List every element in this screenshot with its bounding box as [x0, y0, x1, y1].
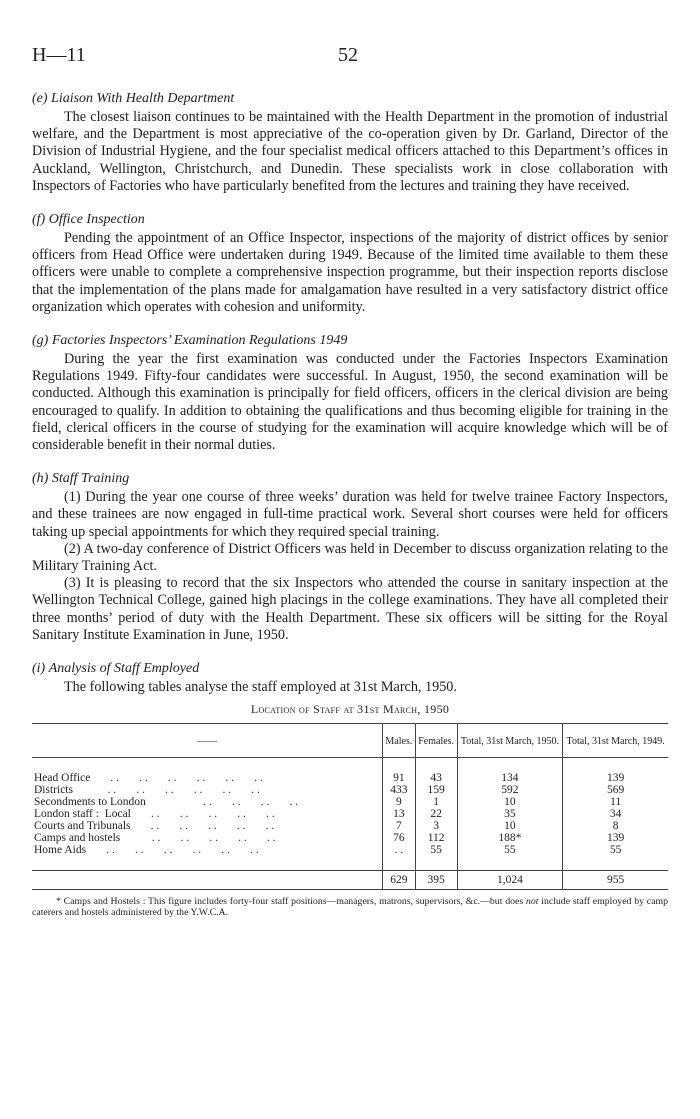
stub-header: —— [32, 724, 383, 758]
column-header-total-1949: Total, 31st March, 1949. [563, 724, 668, 758]
cell-females: 159 [415, 784, 457, 796]
cell-females: 43 [415, 772, 457, 784]
row-label: Home Aids . . . . . . . . . . . . [34, 844, 259, 857]
section-title: Staff Training [51, 471, 130, 487]
cell-total-1949: 11 [563, 796, 668, 808]
page-header [32, 44, 668, 68]
row-label: Head Office . . . . . . . . . . . . [34, 772, 263, 785]
row-label: London staff : Local . . . . . . . . . . [34, 808, 275, 821]
staff-location-table [32, 723, 668, 890]
section-heading [32, 332, 668, 349]
table-row [32, 832, 668, 844]
page-number: 52 [338, 44, 358, 66]
section-letter: (h) [32, 471, 49, 487]
cell-total-1950: 55 [457, 844, 563, 856]
section-letter: (g) [32, 333, 49, 349]
cell-total-1950: 188* [457, 832, 563, 844]
cell-males: 76 [383, 832, 416, 844]
table-caption-text: Location of Staff at 31st March, 1950 [250, 702, 450, 717]
section-title: Analysis of Staff Employed [48, 661, 200, 677]
cell-total-1949: 139 [563, 832, 668, 844]
cell-females: 22 [415, 808, 457, 820]
cell-total-1950: 134 [457, 772, 563, 784]
cell-total-1950: 10 [457, 796, 563, 808]
table-spacer-row [32, 758, 668, 773]
section-heading [32, 211, 668, 228]
row-label: Secondments to London . . . . . . . . [34, 796, 299, 809]
cell-males: 433 [383, 784, 416, 796]
section-title: Office Inspection [48, 212, 145, 228]
cell-total-1949: 8 [563, 820, 668, 832]
row-label: Districts . . . . . . . . . . . . [34, 784, 260, 797]
cell-total-1950: 592 [457, 784, 563, 796]
section-staff-analysis [32, 660, 668, 696]
cell-females: 3 [415, 820, 457, 832]
table-row [32, 808, 668, 820]
cell-males: 91 [383, 772, 416, 784]
section-heading [32, 470, 668, 487]
paragraph: The following tables analyse the staff employed at 31st March, 1950. [64, 679, 457, 696]
table-totals-row [32, 871, 668, 890]
section-title: Liaison With Health Department [51, 91, 235, 106]
section-letter: (i) [32, 661, 46, 677]
totals-stub [32, 871, 383, 890]
page-content [32, 90, 668, 918]
row-label: Camps and hostels . . . . . . . . . . [34, 832, 276, 845]
cell-males: 7 [383, 820, 416, 832]
paragraph: (3) It is pleasing to record that the six Inspectors who attended the course in sanitary inspection at the Wellington Technical College, gained high placings in the college examinations. They have all completed their three months’ period of duty with the Health Department. These six officers will be sitting for the Royal Sanitary Institute Examination in June, 1950. [32, 575, 668, 643]
cell-total-1949: 34 [563, 808, 668, 820]
table-row [32, 844, 668, 856]
footnote-emphasis: not [525, 896, 539, 908]
document-id: H—11 [32, 44, 86, 66]
footnote-text-1: * Camps and Hostels : This figure includes forty-four staff positions—managers, matrons, supervisors, &c.—but does [56, 896, 526, 908]
paragraph: The closest liaison continues to be maintained with the Health Department in the promotion of industrial welfare, and the Department is most appreciative of the co-operation given by Dr. Garland, Director of the Division of Industrial Hygiene, and the four specialist medical officers attached to this Department’s offices in Auckland, Wellington, Christchurch, and Dunedin. These specialists work in close collaboration with Inspectors of Factories who have particularly benefited from the lectures and training they have received. [32, 109, 668, 194]
section-examination-regulations [32, 332, 668, 454]
cell-females: 112 [415, 832, 457, 844]
cell-total-1949: 55 [563, 844, 668, 856]
table-caption [32, 702, 668, 717]
column-header-males: Males. [383, 724, 416, 758]
total-1950: 1,024 [457, 871, 563, 890]
cell-males: . . [383, 844, 416, 856]
cell-males: 9 [383, 796, 416, 808]
cell-total-1950: 35 [457, 808, 563, 820]
section-liaison [32, 90, 668, 195]
paragraph: (2) A two-day conference of District Officers was held in December to discuss organization relating to the Military Training Act. [32, 540, 668, 575]
table-row [32, 796, 668, 808]
cell-total-1949: 139 [563, 772, 668, 784]
footnote-text-2: include staff employed by camp caterers and hostels administered by the Y.W.C.A. [32, 896, 668, 919]
cell-females: 55 [415, 844, 457, 856]
total-females: 395 [415, 871, 457, 890]
table-row [32, 820, 668, 832]
table-header-row [32, 724, 668, 758]
section-title: Factories Inspectors’ Examination Regulations 1949 [51, 333, 348, 349]
total-1949: 955 [563, 871, 668, 890]
cell-females: 1 [415, 796, 457, 808]
cell-males: 13 [383, 808, 416, 820]
section-heading [32, 660, 668, 677]
paragraph: (1) During the year one course of three weeks’ duration was held for twelve trainee Factory Inspectors, and these trainees are now engaged in full-time practical work. Several short courses were held for officers taking up special appointments for which they required special training. [32, 489, 668, 540]
table-spacer-row [32, 856, 668, 871]
section-letter: (f) [32, 212, 46, 228]
table-footnote [32, 896, 668, 918]
column-header-total-1950: Total, 31st March, 1950. [457, 724, 563, 758]
section-staff-training [32, 470, 668, 644]
total-males: 629 [383, 871, 416, 890]
paragraph: During the year the first examination was conducted under the Factories Inspectors Examination Regulations 1949. Fifty-four candidates were successful. In August, 1950, the second examination will be conducted. Although this examination is principally for field officers, officers in the clerical division are being encouraged to qualify. In addition to obtaining the qualifications and thus becoming eligible for training in the field, clerical officers in the course of studying for the examination will acquire knowledge which will be of considerable benefit in their normal duties. [32, 351, 668, 454]
section-letter: (e) [32, 91, 48, 106]
cell-total-1949: 569 [563, 784, 668, 796]
section-office-inspection [32, 211, 668, 316]
column-header-females: Females. [415, 724, 457, 758]
table-row [32, 772, 668, 784]
cell-total-1950: 10 [457, 820, 563, 832]
section-heading [32, 90, 668, 107]
paragraph: Pending the appointment of an Office Inspector, inspections of the majority of district offices by senior officers from Head Office were undertaken during 1949. Because of the limited time available to them these officers were unable to complete a comprehensive inspection programme, but their inspection reports disclose that the implementation of the plans made for amalgamation have resulted in a very satisfactory district office organization which operates with cohesion and uniformity. [32, 230, 668, 315]
row-label: Courts and Tribunals . . . . . . . . . . [34, 820, 275, 833]
table-row [32, 784, 668, 796]
